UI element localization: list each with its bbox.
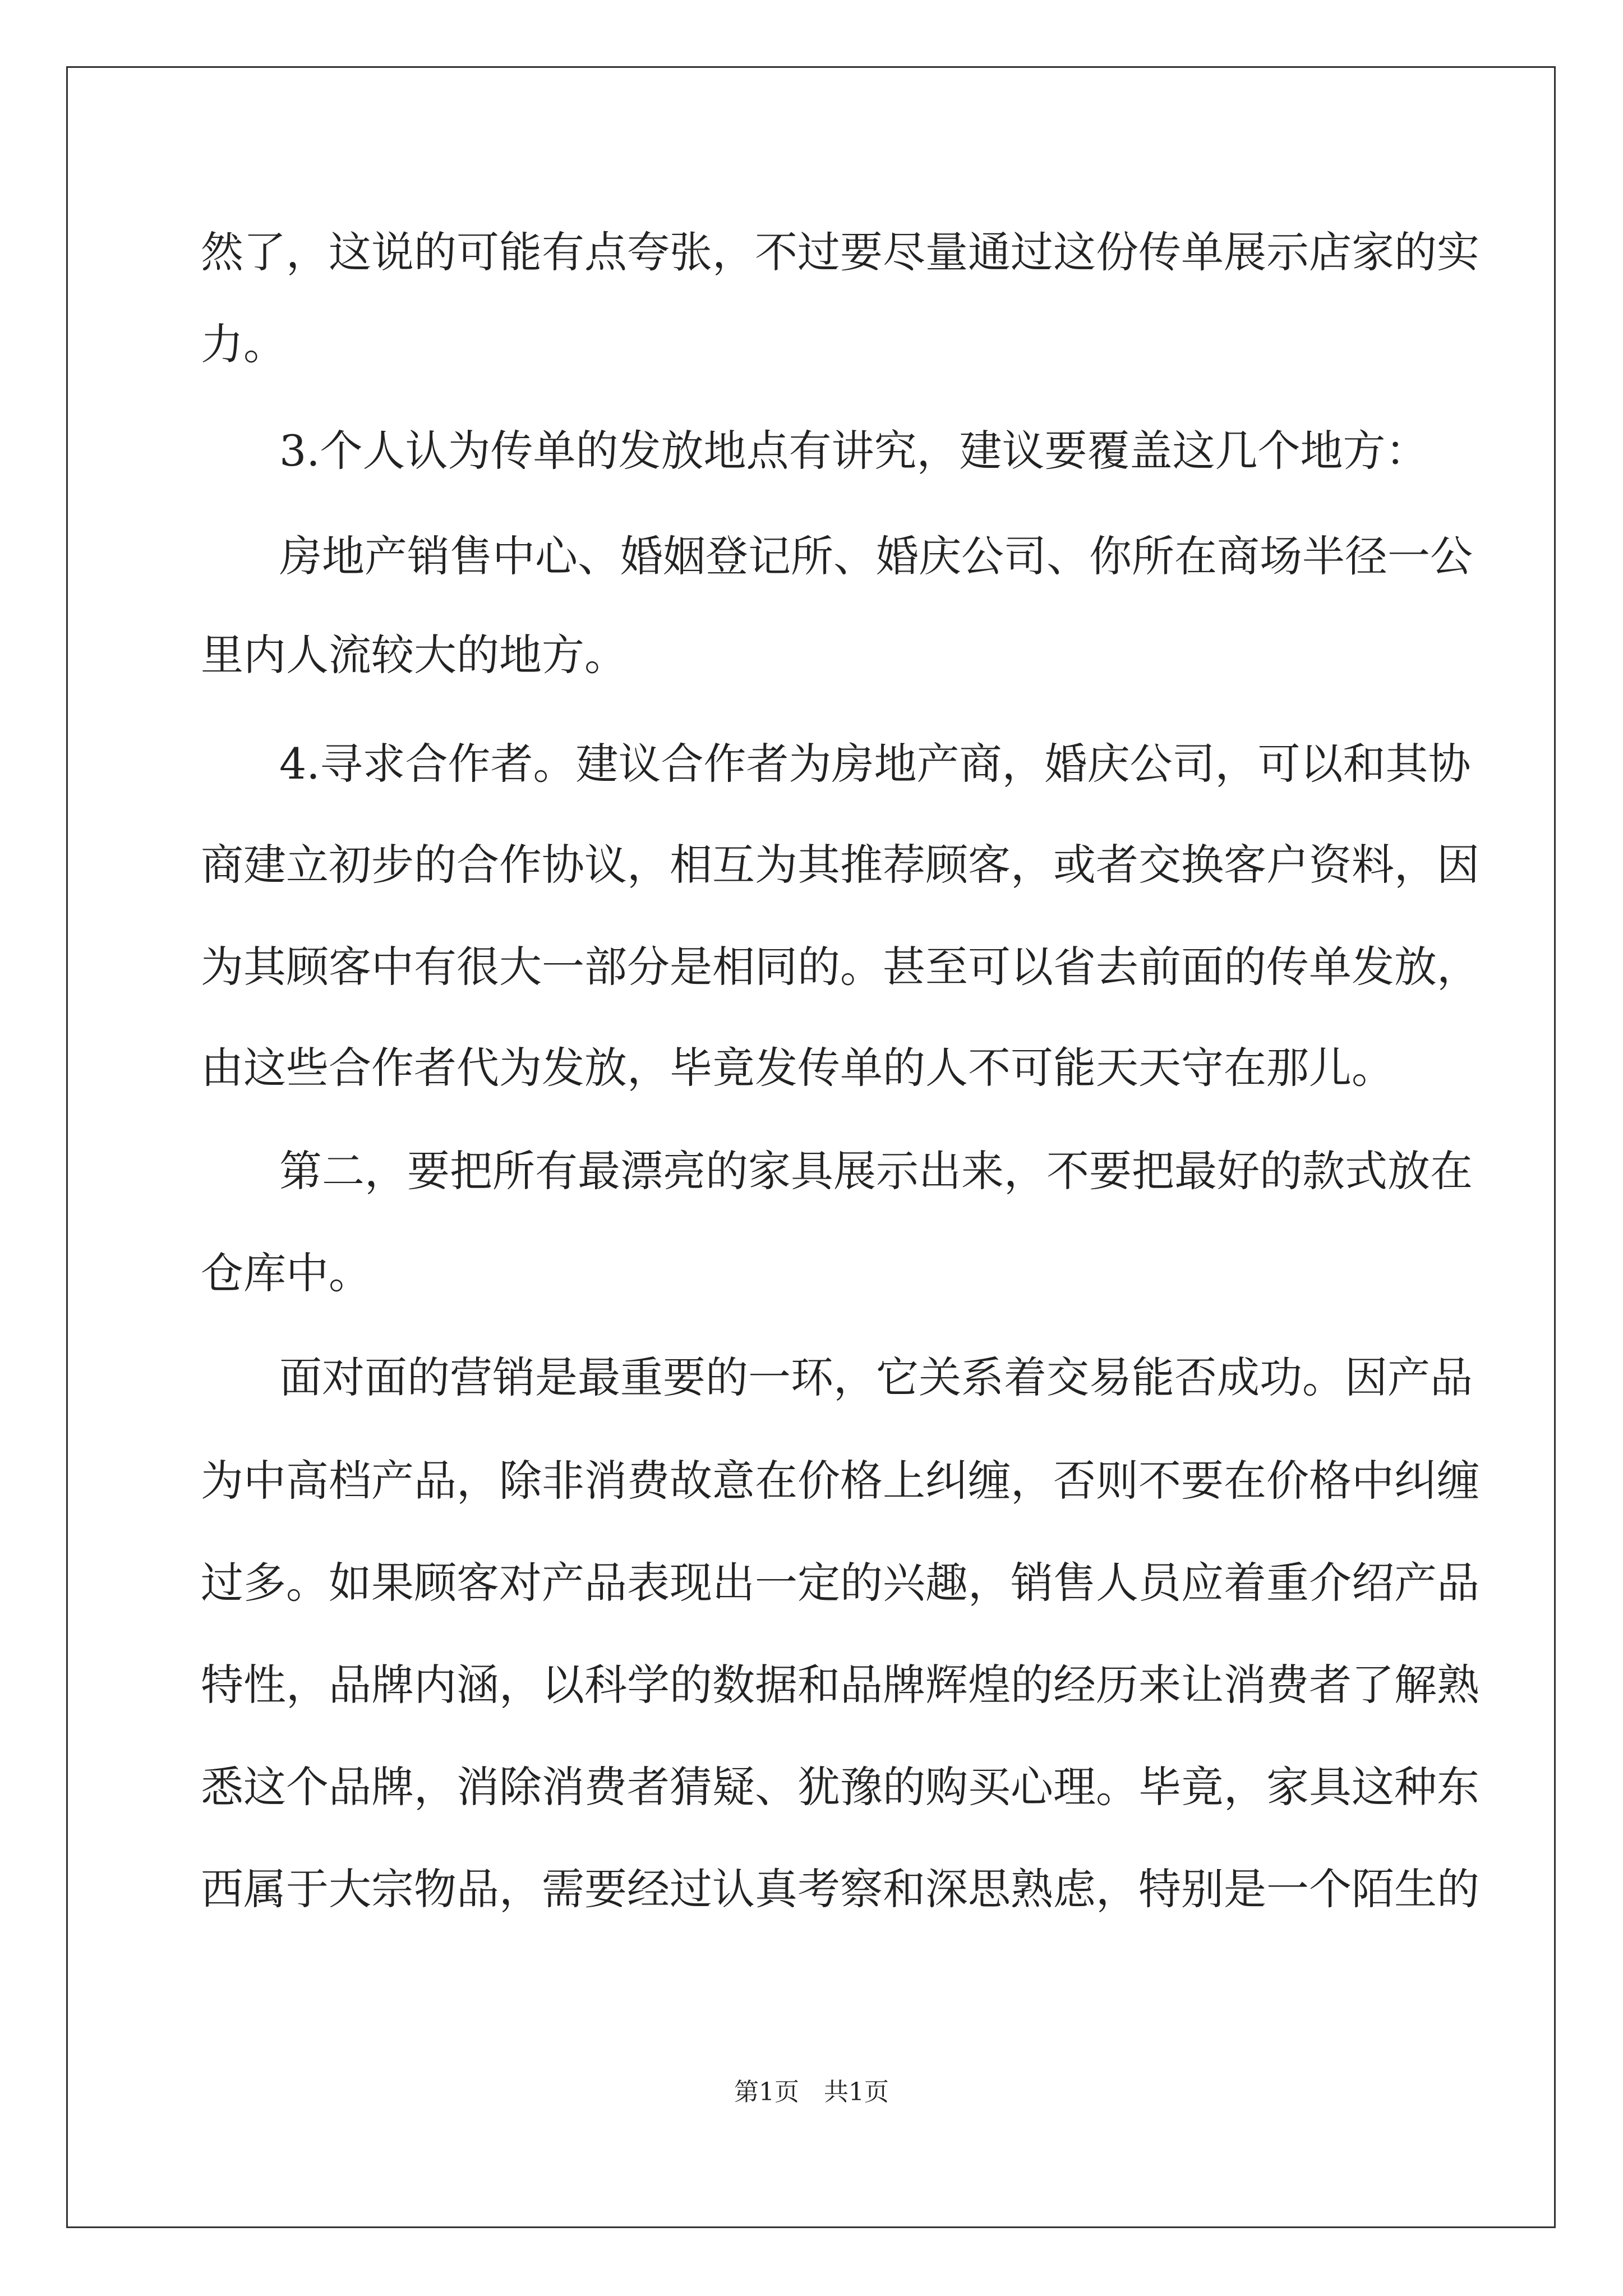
text-line: 特性，品牌内涵，以科学的数据和品牌辉煌的经历来让消费者了解熟 [201, 1660, 1479, 1710]
text-line: 第二，要把所有最漂亮的家具展示出来，不要把最好的款式放在 [279, 1146, 1473, 1196]
text-line: 房地产销售中心、婚姻登记所、婚庆公司、你所在商场半径一公 [279, 531, 1473, 581]
text-line: 里内人流较大的地方。 [201, 630, 627, 680]
text-line: 由这些合作者代为发放，毕竟发传单的人不可能天天守在那儿。 [201, 1043, 1394, 1093]
text-line: 为其顾客中有很大一部分是相同的。甚至可以省去前面的传单发放， [201, 942, 1479, 992]
text-line: 4.寻求合作者。建议合作者为房地产商，婚庆公司，可以和其协 [279, 739, 1471, 789]
text-line: 仓库中。 [201, 1248, 371, 1298]
text-line: 商建立初步的合作协议，相互为其推荐顾客，或者交换客户资料，因 [201, 840, 1479, 890]
text-line: 然了，这说的可能有点夸张，不过要尽量通过这份传单展示店家的实 [201, 227, 1479, 277]
text-line: 过多。如果顾客对产品表现出一定的兴趣，销售人员应着重介绍产品 [201, 1558, 1479, 1608]
text-line: 3.个人认为传单的发放地点有讲究，建议要覆盖这几个地方： [279, 426, 1428, 476]
text-line: 为中高档产品，除非消费故意在价格上纠缠，否则不要在价格中纠缠 [201, 1456, 1479, 1506]
text-line: 面对面的营销是最重要的一环，它关系着交易能否成功。因产品 [279, 1352, 1473, 1402]
text-line: 悉这个品牌，消除消费者猜疑、犹豫的购买心理。毕竟，家具这种东 [201, 1762, 1479, 1812]
text-line: 力。 [201, 319, 286, 369]
page-footer: 第1页 共1页 [734, 2078, 889, 2106]
text-line: 西属于大宗物品，需要经过认真考察和深思熟虑，特别是一个陌生的 [201, 1864, 1479, 1914]
